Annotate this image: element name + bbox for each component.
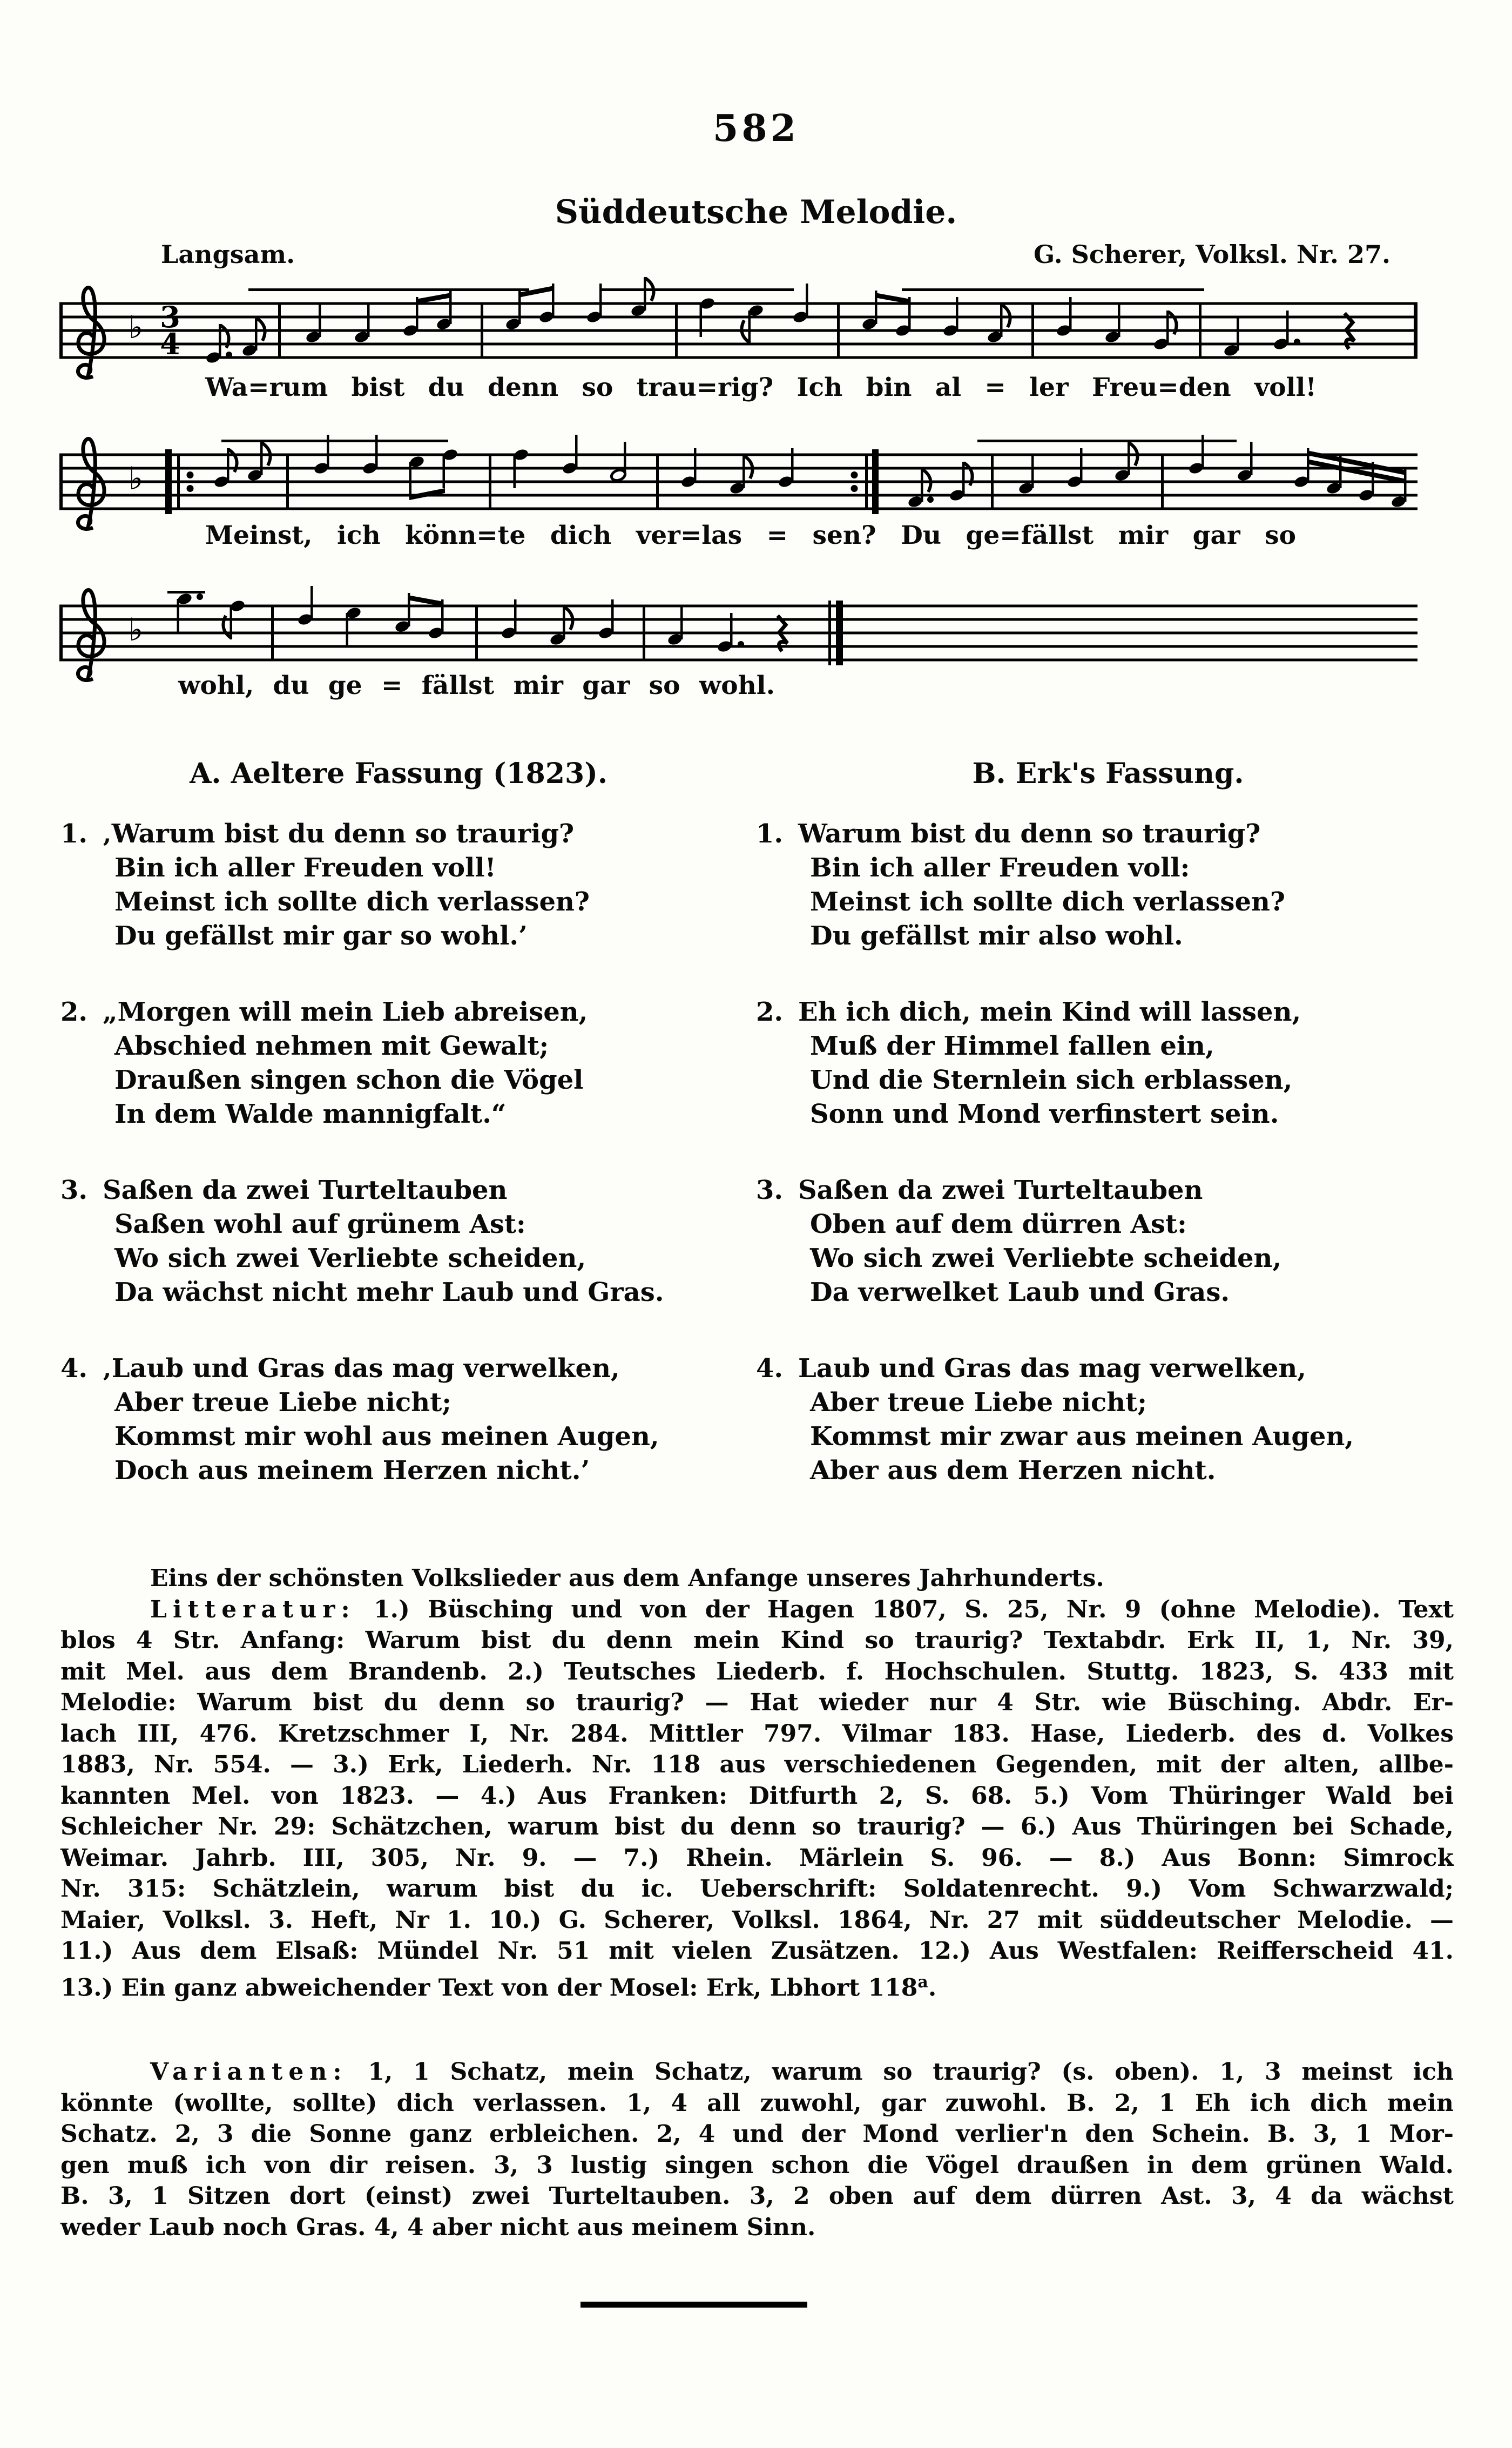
litteratur-line bbox=[60, 1967, 1454, 2004]
verse-line: Bin ich aller Freuden voll: bbox=[810, 853, 1190, 883]
version-b-column bbox=[756, 755, 1460, 1488]
superscript-a: a bbox=[917, 1972, 928, 1992]
verse-line: Meinst ich sollte dich verlassen? bbox=[114, 887, 590, 917]
verse-line: Sonn und Mond verfinstert sein. bbox=[810, 1099, 1279, 1129]
song-title: Süddeutsche Melodie. bbox=[555, 193, 957, 231]
litteratur-text: 1.) Büsching und von der Hagen 1807, S. 25, Nr. 9 (ohne Melodie). Text bbox=[355, 1595, 1454, 1623]
verse-line: „Morgen will mein Lieb abreisen, bbox=[103, 997, 588, 1027]
verse-line: Aber treue Liebe nicht; bbox=[810, 1387, 1147, 1418]
verse-line: Wo sich zwei Verliebte scheiden, bbox=[810, 1243, 1282, 1273]
verse-line: ‚Laub und Gras das mag verwelken, bbox=[103, 1353, 620, 1384]
verse-b1 bbox=[756, 817, 1460, 953]
attribution: G. Scherer, Volksl. Nr. 27. bbox=[1033, 240, 1390, 269]
section-divider bbox=[580, 2302, 807, 2308]
litteratur-label: Litteratur: bbox=[150, 1595, 356, 1623]
lyric-line-2: Meinst, ich könn=te dich ver=las = sen? Du ge=fällst mir gar so bbox=[205, 521, 1296, 550]
verse-line: Oben auf dem dürren Ast: bbox=[810, 1209, 1187, 1239]
verse-number: 3. bbox=[60, 1175, 88, 1205]
litteratur-line: kannten Mel. von 1823. — 4.) Aus Franken: Ditfurth 2, S. 68. 5.) Vom Thüringer Wald bei bbox=[60, 1782, 1454, 1810]
verse-b2 bbox=[756, 995, 1460, 1131]
verse-number: 1. bbox=[60, 819, 88, 849]
verse-line: Muß der Himmel fallen ein, bbox=[810, 1031, 1214, 1061]
verse-line: Kommst mir zwar aus meinen Augen, bbox=[810, 1421, 1354, 1452]
verse-line: Aber aus dem Herzen nicht. bbox=[810, 1455, 1216, 1486]
svg-text:4: 4 bbox=[160, 327, 180, 361]
varianten-section bbox=[60, 2056, 1454, 2243]
verse-number: 4. bbox=[756, 1353, 784, 1384]
verse-line: Saßen da zwei Turteltauben bbox=[103, 1175, 508, 1205]
verse-line: Kommst mir wohl aus meinen Augen, bbox=[114, 1421, 659, 1452]
verse-number: 2. bbox=[60, 997, 88, 1027]
litteratur-line: lach III, 476. Kretzschmer I, Nr. 284. Mittler 797. Vilmar 183. Hase, Liederb. des d. Volkes bbox=[60, 1719, 1454, 1748]
verse-line: Draußen singen schon die Vögel bbox=[114, 1065, 584, 1095]
litteratur-line bbox=[60, 1594, 1454, 1626]
litteratur-line: Melodie: Warum bist du denn so traurig? — Hat wieder nur 4 Str. wie Büsching. Abdr. Er- bbox=[60, 1689, 1454, 1716]
verse-line: Da verwelket Laub und Gras. bbox=[810, 1277, 1230, 1307]
verse-columns bbox=[60, 755, 1460, 1488]
litteratur-line: Weimar. Jahrb. III, 305, Nr. 9. — 7.) Rhein. Märlein S. 96. — 8.) Aus Bonn: Simrock bbox=[60, 1844, 1454, 1872]
version-b-heading: B. Erk's Fassung. bbox=[972, 757, 1244, 790]
time-signature bbox=[160, 300, 180, 361]
verse-a2 bbox=[60, 995, 737, 1131]
treble-clef-icon bbox=[78, 590, 104, 680]
flat-sign: ♭ bbox=[129, 611, 144, 648]
varianten-line bbox=[60, 2056, 1454, 2088]
verse-line: Warum bist du denn so traurig? bbox=[798, 819, 1261, 849]
verse-line: Abschied nehmen mit Gewalt; bbox=[114, 1031, 549, 1061]
verse-a1 bbox=[60, 817, 737, 953]
verse-a4 bbox=[60, 1352, 737, 1488]
verse-number: 2. bbox=[756, 997, 784, 1027]
verse-line: Laub und Gras das mag verwelken, bbox=[798, 1353, 1306, 1384]
litteratur-text: . bbox=[928, 1974, 937, 2002]
litteratur-line: mit Mel. aus dem Brandenb. 2.) Teutsches Liederb. f. Hochschulen. Stuttg. 1823, S. 433 mit bbox=[60, 1657, 1454, 1685]
verse-number: 1. bbox=[756, 819, 784, 849]
litteratur-line: 11.) Aus dem Elsaß: Mündel Nr. 51 mit vielen Zusätzen. 12.) Aus Westfalen: Reifferscheid 41. bbox=[60, 1937, 1454, 1965]
litteratur-line: Nr. 315: Schätzlein, warum bist du ic. Ueberschrift: Soldatenrecht. 9.) Vom Schwarzwald; bbox=[60, 1875, 1454, 1903]
verse-line: Du gefällst mir also wohl. bbox=[810, 921, 1183, 951]
varianten-line: gen muß ich von dir reisen. 3, 3 lustig singen schon die Vögel draußen in dem grünen Wald. bbox=[60, 2151, 1454, 2179]
verse-line: Und die Sternlein sich erblassen, bbox=[810, 1065, 1293, 1095]
flat-sign: ♭ bbox=[129, 309, 144, 346]
page-number: 582 bbox=[713, 107, 799, 150]
varianten-line: Schatz. 2, 3 die Sonne ganz erbleichen. 2, 4 und der Mond verlier'n den Schein. B. 3, 1 Mor- bbox=[60, 2120, 1454, 2148]
verse-line: Doch aus meinem Herzen nicht.’ bbox=[114, 1455, 590, 1486]
verse-number: 4. bbox=[60, 1353, 88, 1384]
verse-line: Saßen wohl auf grünem Ast: bbox=[114, 1209, 526, 1239]
flat-sign: ♭ bbox=[129, 460, 144, 497]
version-a-column bbox=[60, 755, 737, 1488]
varianten-line: weder Laub noch Gras. 4, 4 aber nicht aus meinem Sinn. bbox=[60, 2213, 816, 2241]
litteratur-line: blos 4 Str. Anfang: Warum bist du denn mein Kind so traurig? Textabdr. Erk II, 1, Nr. 39, bbox=[60, 1627, 1454, 1654]
verse-line: Da wächst nicht mehr Laub und Gras. bbox=[114, 1277, 664, 1307]
treble-clef-icon bbox=[78, 439, 104, 529]
litteratur-line: Maier, Volksl. 3. Heft, Nr 1. 10.) G. Scherer, Volksl. 1864, Nr. 27 mit süddeutscher Melodie. — bbox=[60, 1906, 1454, 1934]
varianten-line: könnte (wollte, sollte) dich verlassen. 1, 4 all zuwohl, gar zuwohl. B. 2, 1 Eh ich dich mein bbox=[60, 2089, 1454, 2117]
verse-line: Bin ich aller Freuden voll! bbox=[114, 853, 496, 883]
treble-clef-icon bbox=[78, 287, 104, 377]
staff-lines bbox=[59, 440, 1418, 510]
lyric-line-3: wohl, du ge = fällst mir gar so wohl. bbox=[178, 671, 775, 700]
notes bbox=[213, 435, 1407, 509]
litteratur-section bbox=[60, 1563, 1454, 2004]
varianten-line: B. 3, 1 Sitzen dort (einst) zwei Turteltauben. 3, 2 oben auf dem dürren Ast. 3, 4 da wächst bbox=[60, 2182, 1454, 2210]
litteratur-text: 13.) Ein ganz abweichender Text von der Mosel: Erk, Lbhort 118 bbox=[60, 1974, 918, 2002]
verse-b4 bbox=[756, 1352, 1460, 1488]
lyric-line-1: Wa=rum bist du denn so trau=rig? Ich bin al = ler Freu=den voll! bbox=[205, 373, 1317, 402]
verse-line: Wo sich zwei Verliebte scheiden, bbox=[114, 1243, 586, 1273]
svg-text:3: 3 bbox=[160, 300, 180, 334]
verse-a3 bbox=[60, 1174, 737, 1310]
version-a-heading: A. Aeltere Fassung (1823). bbox=[190, 757, 608, 790]
verse-number: 3. bbox=[756, 1175, 784, 1205]
litteratur-line: Schleicher Nr. 29: Schätzchen, warum bist du denn so traurig? — 6.) Aus Thüringen bei Schade, bbox=[60, 1813, 1454, 1840]
varianten-text: 1, 1 Schatz, mein Schatz, warum so traurig? (s. oben). 1, 3 meinst ich bbox=[347, 2058, 1454, 2086]
verse-line: Eh ich dich, mein Kind will lassen, bbox=[798, 997, 1301, 1027]
verse-line: Saßen da zwei Turteltauben bbox=[798, 1175, 1203, 1205]
notes-intro: Eins der schönsten Volkslieder aus dem Anfange unseres Jahrhunderts. bbox=[150, 1564, 1104, 1592]
verse-line: Du gefällst mir gar so wohl.’ bbox=[114, 921, 528, 951]
staff-lines bbox=[59, 591, 1418, 662]
tempo-marking: Langsam. bbox=[161, 240, 295, 269]
verse-line: Aber treue Liebe nicht; bbox=[114, 1387, 451, 1418]
litteratur-line: 1883, Nr. 554. — 3.) Erk, Liederh. Nr. 118 aus verschiedenen Gegenden, mit der alten, allbe- bbox=[60, 1751, 1454, 1778]
verse-line: Meinst ich sollte dich verlassen? bbox=[810, 887, 1286, 917]
varianten-label: Varianten: bbox=[150, 2058, 348, 2086]
verse-b3 bbox=[756, 1174, 1460, 1310]
verse-line: ‚Warum bist du denn so traurig? bbox=[103, 819, 575, 849]
verse-line: In dem Walde mannigfalt.“ bbox=[114, 1099, 507, 1129]
